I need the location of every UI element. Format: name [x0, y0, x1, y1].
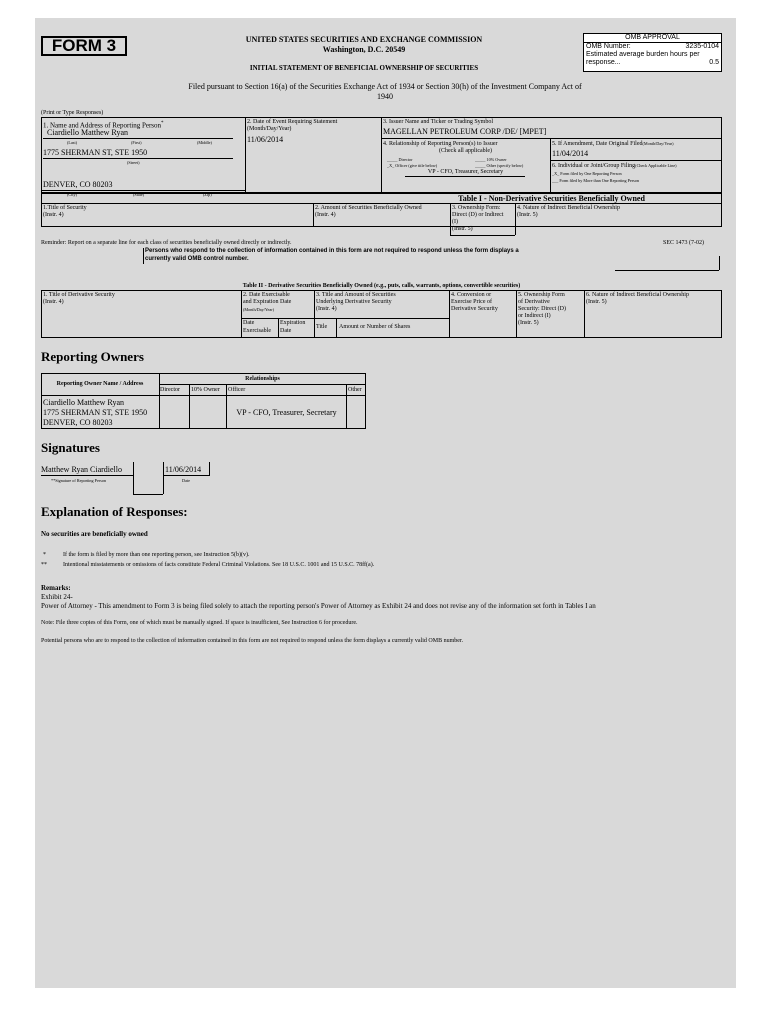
- table2-col6: 6. Nature of Indirect Beneficial Ownership: [586, 292, 689, 298]
- table2-col4b: Exercise Price of: [451, 299, 492, 305]
- signature-date-label: Date: [182, 478, 190, 483]
- signature-name: Matthew Ryan Ciardiello: [41, 465, 122, 474]
- director-header: Director: [160, 387, 180, 393]
- city-value: DENVER, CO 80203: [43, 180, 113, 189]
- table1-col3: 3. Ownership Form:: [452, 205, 501, 211]
- box2-label: 2. Date of Event Requiring Statement: [247, 119, 338, 125]
- owner-name: Ciardiello Matthew Ryan: [43, 398, 124, 407]
- statement-title: INITIAL STATEMENT OF BENEFICIAL OWNERSHIP OF SECURITIES: [249, 64, 479, 72]
- table1-col1b: (Instr. 4): [43, 212, 64, 218]
- omb-response-label: response...: [586, 59, 621, 66]
- omb-number-value: 3235-0104: [685, 43, 719, 50]
- event-date: 11/06/2014: [247, 135, 284, 144]
- reporting-owners-heading: Reporting Owners: [41, 349, 144, 364]
- omb-number-label: OMB Number:: [586, 43, 631, 50]
- table2-col3d: Title: [316, 324, 328, 330]
- label-zip: (Zip): [203, 192, 212, 197]
- officer-checkbox[interactable]: _X_ Officer (give title below): [387, 163, 438, 168]
- table1-col3b: Direct (D) or Indirect: [452, 212, 504, 218]
- table2-col5d: or Indirect (I): [518, 313, 551, 319]
- box2-sublabel: (Month/Day/Year): [247, 126, 292, 132]
- table2-col5e: (Instr. 5): [518, 320, 539, 326]
- reporting-person-name: Ciardiello Matthew Ryan: [47, 128, 128, 137]
- ten-pct-owner-checkbox[interactable]: _____ 10% Owner: [475, 157, 507, 162]
- table2-col4c: Derivative Security: [451, 306, 498, 312]
- table2-col6b: (Instr. 5): [586, 299, 607, 305]
- sec-number: SEC 1473 (7-02): [663, 240, 704, 246]
- table2-col1b: (Instr. 4): [43, 299, 64, 305]
- omb-title: OMB APPROVAL: [584, 34, 721, 43]
- director-checkbox[interactable]: _____ Director: [387, 157, 413, 162]
- remarks-line1: Exhibit 24-: [41, 593, 73, 601]
- table2-col5: 5. Ownership Form: [518, 292, 565, 298]
- omb-approval-box: [583, 33, 722, 72]
- remarks-line2: Power of Attorney - This amendment to Form 3 is being filed solely to attach the reporting person's Power of Attorney as Exhibit 24 and does not revise any of the information set forth in Tables I an: [41, 602, 596, 610]
- note-text: Note: File three copies of this Form, one of which must be manually signed. If space is insufficient, See Instruction 6 for procedure.: [41, 620, 358, 626]
- omb-burden-label: Estimated average burden hours per: [586, 51, 700, 58]
- table1-col3c: (I): [452, 219, 458, 225]
- filed-pursuant-year: 1940: [377, 92, 393, 101]
- table2-col2: 2. Date Exercisable: [243, 292, 290, 298]
- table2-col4: 4. Conversion or: [451, 292, 492, 298]
- table1-col2: 2. Amount of Securities Beneficially Owned: [315, 205, 422, 211]
- print-note: (Print or Type Responses): [41, 110, 104, 116]
- footnote1-mark: *: [43, 552, 46, 558]
- persons-notice-2: currently valid OMB control number.: [145, 256, 249, 262]
- omb-response-row: [584, 59, 721, 67]
- table2-col3c: (Instr. 4): [316, 306, 337, 312]
- table2-col3: 3. Title and Amount of Securities: [316, 292, 396, 298]
- table2-col2b: and Expiration Date: [243, 299, 292, 305]
- box1-label: 1. Name and Address of Reporting Person*: [43, 121, 164, 130]
- amendment-date: 11/04/2014: [552, 149, 589, 158]
- other-header: Other: [348, 387, 362, 393]
- form-title: FORM 3: [41, 36, 127, 56]
- table2-col2g: Date: [280, 328, 292, 334]
- explanation-heading: Explanation of Responses:: [41, 504, 188, 519]
- footnote2-text: Intentional misstatements or omissions of facts constitute Federal Criminal Violations. See 18 U.S.C. 1001 and 15 U.S.C. 78ff(a).: [63, 562, 375, 568]
- label-middle: (Middle): [197, 140, 212, 145]
- relationships-header: Relationships: [245, 376, 280, 382]
- footnote2-mark: **: [41, 562, 47, 568]
- table1-col3d: (Instr. 5): [452, 226, 473, 232]
- form-page: [35, 18, 736, 988]
- table1-col1: 1.Title of Security: [43, 205, 87, 211]
- footnote1-text: If the form is filed by more than one reporting person, see Instruction 5(b)(v).: [63, 552, 250, 558]
- table2-col5b: of Derivative: [518, 299, 550, 305]
- agency-name: UNITED STATES SECURITIES AND EXCHANGE COMMISSION: [245, 35, 483, 44]
- signatures-heading: Signatures: [41, 440, 100, 455]
- omb-response-value: 0.5: [709, 59, 719, 66]
- box1-asterisk: *: [161, 121, 164, 126]
- box6-label: 6. Individual or Joint/Group Filing(Check Applicable Line): [552, 163, 677, 169]
- owner-address2: DENVER, CO 80203: [43, 418, 113, 427]
- filed-by-one-option[interactable]: _X_ Form filed by One Reporting Person: [552, 171, 622, 176]
- filed-by-more-option[interactable]: ___ Form filed by More than One Reporting Person: [552, 178, 639, 183]
- table2-title: Table II - Derivative Securities Beneficially Owned (e.g., puts, calls, warrants, options, convertible securities): [242, 283, 521, 289]
- table2-col2c: (Month/Day/Year): [243, 307, 274, 312]
- issuer-name: MAGELLAN PETROLEUM CORP /DE/ [MPET]: [383, 127, 547, 136]
- officer-title: VP - CFO, Treasurer, Secretary: [427, 169, 504, 175]
- agency-location: Washington, D.C. 20549: [322, 45, 406, 54]
- label-street: (Street): [127, 160, 140, 165]
- other-checkbox[interactable]: _____ Other (specify below): [475, 163, 524, 168]
- omb-number-row: [584, 43, 721, 51]
- label-last: (Last): [67, 140, 77, 145]
- remarks-label: Remarks:: [41, 584, 71, 592]
- table2-col3e: Amount or Number of Shares: [339, 324, 411, 330]
- box4-sublabel: (Check all applicable): [439, 148, 492, 154]
- table1-title: Table I - Non-Derivative Securities Beneficially Owned: [458, 194, 645, 203]
- label-city: (City): [67, 192, 78, 197]
- persons-notice-1: Persons who respond to the collection of information contained in this form are not required to respond unless the form displays a: [145, 248, 519, 254]
- table2-col3b: Underlying Derivative Security: [316, 299, 392, 305]
- filed-pursuant-text: Filed pursuant to Section 16(a) of the Securities Exchange Act of 1934 or Section 30(h) of the Investment Company Act of: [188, 82, 582, 91]
- label-first: (First): [131, 140, 142, 145]
- box3-label: 3. Issuer Name and Ticker or Trading Symbol: [383, 119, 493, 125]
- no-securities-text: No securities are beneficially owned: [41, 530, 148, 538]
- table2-col2d: Date: [243, 320, 255, 326]
- table2-col5c: Security: Direct (D): [518, 306, 566, 312]
- ten-pct-header: 10% Owner: [191, 387, 220, 393]
- owner-name-header: Reporting Owner Name / Address: [56, 381, 144, 387]
- street-value: 1775 SHERMAN ST, STE 1950: [43, 148, 148, 157]
- table1-col4b: (Instr. 5): [517, 212, 538, 218]
- box4-label: 4. Relationship of Reporting Person(s) to Issuer: [383, 141, 498, 147]
- table1-col2b: (Instr. 4): [315, 212, 336, 218]
- signature-date: 11/06/2014: [165, 465, 202, 474]
- table2-col1: 1. Title of Derivative Security: [43, 292, 115, 298]
- signature-label: **Signature of Reporting Person: [51, 478, 107, 483]
- label-state: (State): [133, 192, 145, 197]
- owner-officer-title: VP - CFO, Treasurer, Secretary: [236, 408, 337, 417]
- table2-col2e: Exercisable: [243, 328, 271, 334]
- table2-col2f: Expiration: [280, 320, 306, 326]
- table1-col4: 4. Nature of Indirect Beneficial Ownership: [517, 205, 620, 211]
- officer-header: Officer: [228, 387, 246, 393]
- box5-label: 5. If Amendment, Date Original Filed(Month/Day/Year): [552, 141, 674, 147]
- owner-address1: 1775 SHERMAN ST, STE 1950: [43, 408, 148, 417]
- reminder-text: Reminder: Report on a separate line for each class of securities beneficially owned directly or indirectly.: [41, 240, 292, 246]
- potential-persons-text: Potential persons who are to respond to the collection of information contained in this form are not required to respond unless the form displays a currently valid OMB number.: [41, 638, 464, 644]
